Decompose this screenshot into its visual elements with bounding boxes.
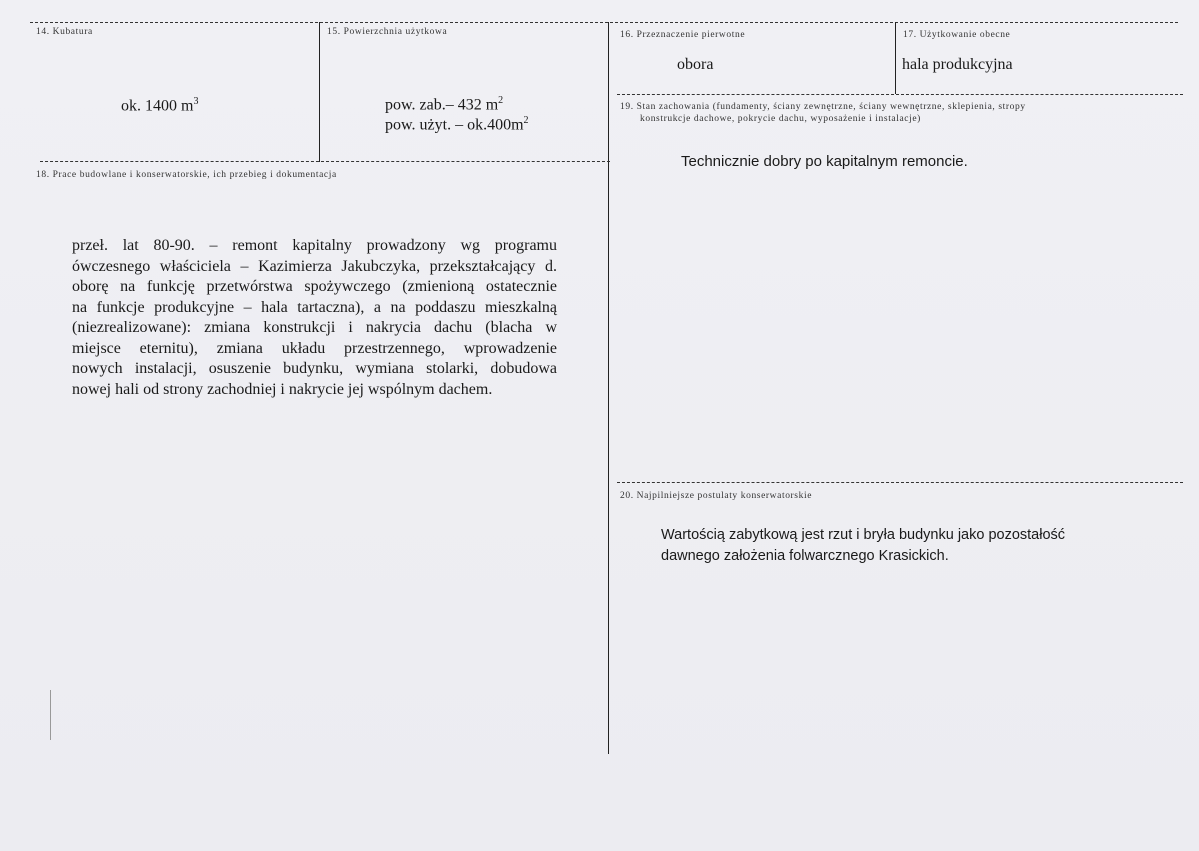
field-19-label-line1: 19. Stan zachowania (fundamenty, ściany zewnętrzne, ściany wewnętrzne, sklepienia, stropy bbox=[620, 102, 1026, 112]
field-18-line: przeł. lat 80-90. – remont kapitalny prowadzony wg programu bbox=[72, 237, 557, 254]
field-15-label: 15. Powierzchnia użytkowa bbox=[327, 27, 448, 37]
top-border bbox=[30, 22, 1178, 23]
field-15-line2-sup: 2 bbox=[523, 115, 529, 126]
field-19-label-line2: konstrukcje dachowe, pokrycie dachu, wyposażenie i instalacje) bbox=[640, 114, 921, 124]
field-20-line2: dawnego założenia folwarcznego Krasickich. bbox=[661, 548, 949, 564]
field-18-line: miejsce eternitu), zmiana układu przestrzennego, wprowadzenie bbox=[72, 339, 557, 357]
field-14-label: 14. Kubatura bbox=[36, 27, 93, 37]
field-15-line1-text: pow. zab.– 432 m bbox=[385, 96, 499, 114]
field-14-value bbox=[121, 96, 198, 115]
field-19-value: Technicznie dobry po kapitalnym remoncie. bbox=[681, 153, 968, 170]
left-margin-mark bbox=[50, 690, 51, 740]
field-15-line2 bbox=[385, 115, 529, 134]
field-18-line: (niezrealizowane): zmiana konstrukcji i nakrycia dachu (blacha w bbox=[72, 319, 557, 336]
field-18-line: nowej hali od strony zachodniej i nakrycie jej wspólnym dachem. bbox=[72, 380, 493, 398]
field-15-line2-text: pow. użyt. – ok.400m bbox=[385, 116, 524, 134]
divider-19-20 bbox=[617, 482, 1183, 483]
field-17-label: 17. Użytkowanie obecne bbox=[903, 30, 1011, 40]
divider-14-15 bbox=[319, 22, 320, 162]
field-18-line: ówczesnego właściciela – Kazimierza Jakubczyka, przekształcający d. bbox=[72, 257, 557, 275]
divider-top-left bbox=[40, 161, 610, 162]
divider-16-17 bbox=[895, 22, 896, 94]
field-20-line1: Wartością zabytkową jest rzut i bryła budynku jako pozostałość bbox=[661, 527, 1066, 543]
field-15-line1-sup: 2 bbox=[498, 95, 504, 106]
field-15-line1 bbox=[385, 95, 503, 114]
field-18-line: nowych instalacji, osuszenie budynku, wymiana stolarki, dobudowa bbox=[72, 360, 557, 377]
field-20-label: 20. Najpilniejsze postulaty konserwatorskie bbox=[620, 491, 813, 501]
field-18-text bbox=[72, 236, 557, 400]
field-18-line: oborę na funkcję przetwórstwa spożywczego (zmienioną ostatecznie bbox=[72, 278, 557, 295]
field-16-label: 16. Przeznaczenie pierwotne bbox=[620, 30, 746, 40]
field-14-value-text: ok. 1400 m bbox=[121, 97, 194, 115]
field-14-value-sup: 3 bbox=[193, 96, 199, 107]
field-18-line: na funkcje produkcyjne – hala tartaczna), a na poddaszu mieszkalną bbox=[72, 298, 557, 316]
main-vertical-divider bbox=[608, 22, 609, 754]
field-16-value: obora bbox=[677, 56, 714, 73]
divider-16-19 bbox=[617, 94, 1183, 95]
field-18-label: 18. Prace budowlane i konserwatorskie, ich przebieg i dokumentacja bbox=[36, 170, 337, 180]
field-17-value: hala produkcyjna bbox=[902, 56, 1013, 73]
